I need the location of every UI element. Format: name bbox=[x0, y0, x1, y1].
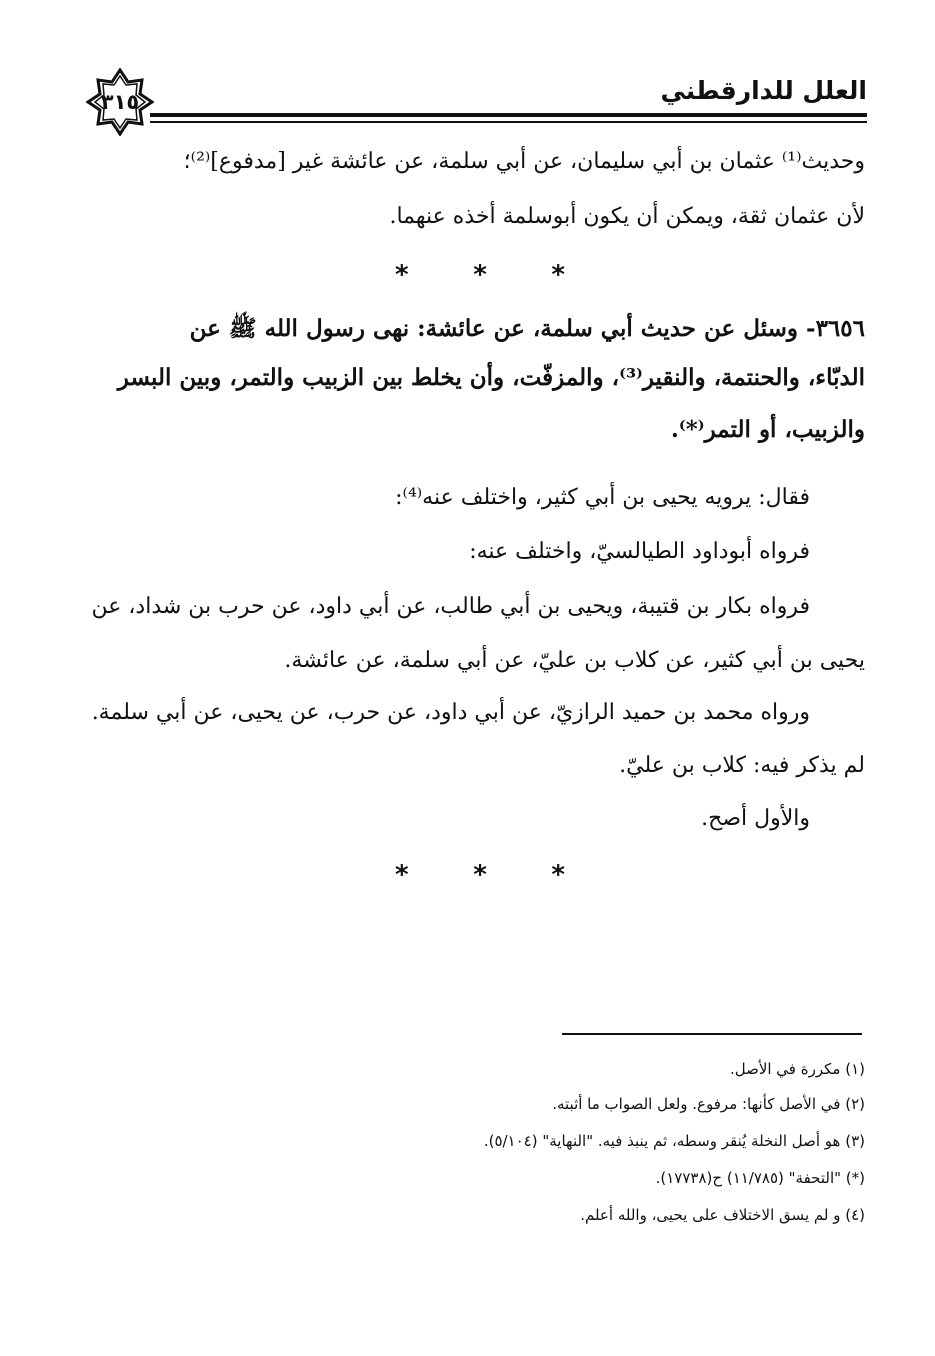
separator-star: * bbox=[551, 260, 565, 290]
running-header-title: العلل للدارقطني bbox=[660, 76, 867, 105]
page-number-badge bbox=[86, 68, 154, 136]
separator-star: * bbox=[395, 260, 409, 290]
footnote: (٢) في الأصل كأنها: مرفوع. ولعل الصواب ما أثبته. bbox=[552, 1095, 865, 1113]
separator-star: * bbox=[473, 260, 487, 290]
section-separator bbox=[395, 260, 565, 290]
text-line: لأن عثمان ثقة، ويمكن أن يكون أبوسلمة أخذه عنهما. bbox=[389, 204, 865, 229]
header-rule-thick bbox=[150, 113, 867, 117]
footnote: (٤) و لم يسق الاختلاف على يحيى، والله أعلم. bbox=[580, 1206, 865, 1224]
separator-star: * bbox=[551, 860, 565, 890]
section-separator bbox=[395, 860, 565, 890]
footnote: (٣) هو أصل النخلة يُنقر وسطه، ثم ينبذ فيه. "النهاية" (٥/١٠٤). bbox=[483, 1132, 865, 1150]
hadith-heading-line: ٣٦٥٦- وسئل عن حديث أبي سلمة، عن عائشة: نهى رسول الله ﷺ عن bbox=[189, 315, 865, 342]
header-rule-thin bbox=[150, 121, 867, 123]
hadith-heading-line: الدبّاء، والحنتمة، والنقير⁽³⁾، والمزفّت، وأن يخلط بين الزبيب والتمر، وبين البسر bbox=[117, 364, 865, 391]
text-line: لم يذكر فيه: كلاب بن عليّ. bbox=[619, 753, 865, 778]
page-number: ٣١٥ bbox=[100, 90, 140, 114]
footnote: (١) مكررة في الأصل. bbox=[729, 1060, 865, 1078]
footnote: (*) "التحفة" (١١/٧٨٥) ح(١٧٧٣٨). bbox=[655, 1169, 865, 1187]
footnote-rule bbox=[562, 1033, 862, 1035]
text-line: فرواه أبوداود الطيالسيّ، واختلف عنه: bbox=[469, 539, 810, 564]
separator-star: * bbox=[473, 860, 487, 890]
text-line: ورواه محمد بن حميد الرازيّ، عن أبي داود، عن حرب، عن يحيى، عن أبي سلمة. bbox=[91, 700, 810, 725]
text-line: وحديث⁽¹⁾ عثمان بن أبي سليمان، عن أبي سلمة، عن عائشة غير [مدفوع]⁽²⁾؛ bbox=[183, 149, 865, 174]
text-line: والأول أصح. bbox=[701, 806, 810, 831]
text-line: يحيى بن أبي كثير، عن كلاب بن عليّ، عن أبي سلمة، عن عائشة. bbox=[284, 648, 865, 673]
separator-star: * bbox=[395, 860, 409, 890]
text-line: فقال: يرويه يحيى بن أبي كثير، واختلف عنه⁽⁴⁾: bbox=[395, 485, 810, 510]
hadith-heading-line: والزبيب، أو التمر⁽*⁾. bbox=[670, 416, 865, 443]
text-line: فرواه بكار بن قتيبة، ويحيى بن أبي طالب، عن أبي داود، عن حرب بن شداد، عن bbox=[91, 594, 810, 619]
